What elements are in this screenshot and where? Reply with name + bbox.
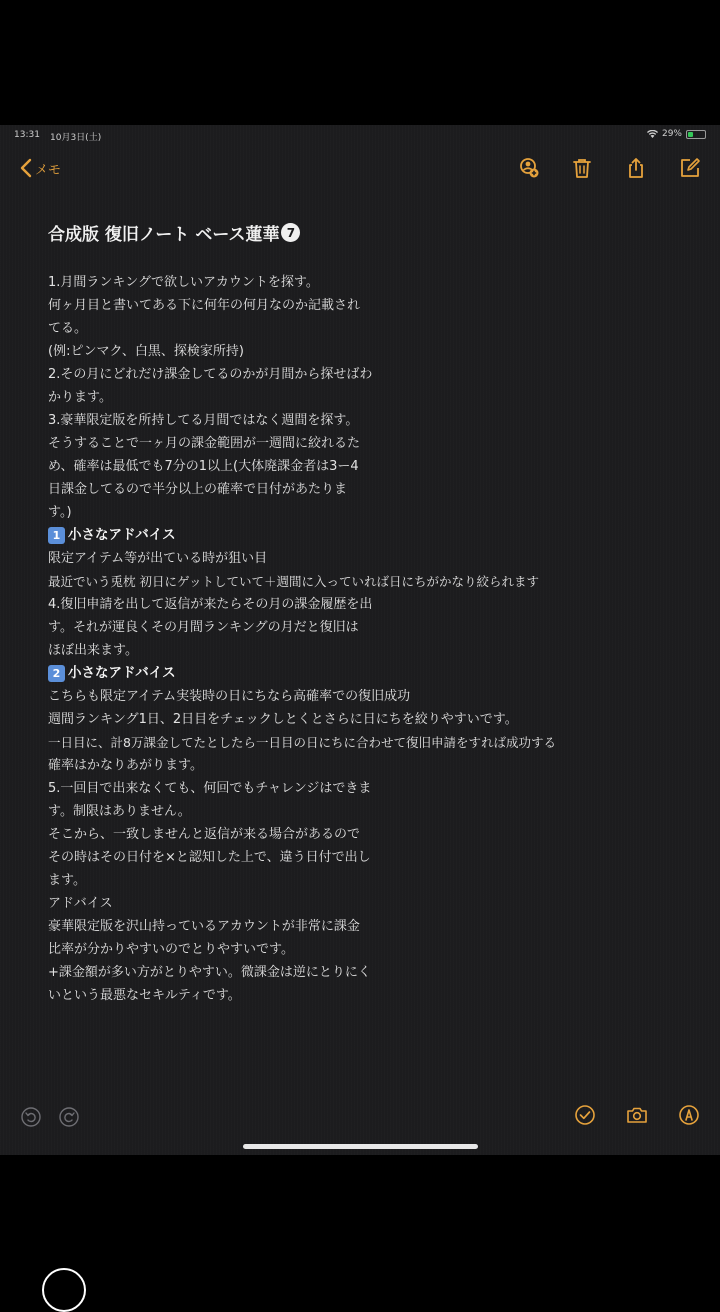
note-line: め、確率は最低でも7分の1以上(大体廃課金者は3ー4 bbox=[48, 459, 359, 474]
status-bar bbox=[0, 125, 720, 147]
note-line: いという最悪なセキルティです。 bbox=[48, 988, 241, 1003]
note-line: 何ヶ月目と書いてある下に何年の何月なのか記載され bbox=[48, 298, 361, 313]
note-line: 最近でいう兎枕 初日にゲットしていて＋週間に入っていれば日にちがかなり絞られます bbox=[48, 574, 539, 589]
note-line: +課金額が多い方がとりやすい。微課金は逆にとりにく bbox=[48, 965, 371, 980]
note-line: 一日目に、計8万課金してたとしたら一日目の日にちに合わせて復旧申請をすれば成功する bbox=[48, 735, 556, 750]
note-line: す。制限はありません。 bbox=[48, 804, 191, 819]
advice-heading-1 bbox=[48, 524, 688, 547]
note-line: 確率はかなりあがります。 bbox=[48, 758, 203, 773]
nav-bar bbox=[0, 150, 720, 188]
note-line: そこから、一致しませんと返信が来る場合があるので bbox=[48, 827, 361, 842]
note-line: 5.一回目で出来なくても、何回でもチャレンジはできま bbox=[48, 781, 372, 796]
back-button[interactable] bbox=[20, 158, 61, 178]
status-time: 13:31 bbox=[14, 130, 40, 140]
note-line: その時はその日付を×と認知した上で、違う日付で出し bbox=[48, 850, 371, 865]
battery-icon bbox=[686, 130, 706, 139]
note-title bbox=[48, 220, 688, 245]
note-line: 週間ランキング1日、2日目をチェックしとくとさらに日にちを絞りやすいです。 bbox=[48, 712, 518, 727]
letterbox-bottom bbox=[0, 1155, 720, 1280]
note-line: こちらも限定アイテム実装時の日にちなら高確率での復旧成功 bbox=[48, 689, 411, 704]
markup-icon[interactable] bbox=[678, 1104, 700, 1126]
bottom-toolbar bbox=[0, 1100, 720, 1134]
note-line: 3.豪華限定版を所持してる月間ではなく週間を探す。 bbox=[48, 413, 359, 428]
notes-screen bbox=[0, 125, 720, 1155]
advice-heading-text: 小さなアドバイス bbox=[68, 527, 176, 543]
trash-icon[interactable] bbox=[570, 156, 594, 180]
note-line: ほぼ出来ます。 bbox=[48, 643, 138, 658]
note-line: 日課金してるので半分以上の確率で日付があたりま bbox=[48, 482, 348, 497]
note-line: 1.月間ランキングで欲しいアカウントを探す。 bbox=[48, 275, 319, 290]
nav-actions bbox=[516, 156, 702, 180]
undo-icon[interactable] bbox=[20, 1106, 42, 1128]
note-line: 限定アイテム等が出ている時が狙い目 bbox=[48, 551, 268, 566]
checklist-icon[interactable] bbox=[574, 1104, 596, 1126]
battery-level bbox=[688, 132, 693, 137]
note-line: ます。 bbox=[48, 873, 86, 888]
note-line: てる。 bbox=[48, 321, 88, 336]
letterbox-top bbox=[0, 0, 720, 125]
note-section bbox=[48, 547, 688, 662]
back-label: メモ bbox=[35, 162, 62, 178]
note-line: す。) bbox=[48, 505, 72, 520]
keycap-badge: 1 bbox=[48, 527, 65, 544]
note-section bbox=[48, 271, 688, 524]
battery-percent: 29% bbox=[661, 129, 682, 139]
toolbar-right bbox=[574, 1104, 700, 1126]
redo-icon[interactable] bbox=[58, 1106, 80, 1128]
note-line: (例:ピンマク、白黒、探検家所持) bbox=[48, 344, 245, 359]
advice-heading-text: 小さなアドバイス bbox=[68, 665, 176, 681]
note-line: かります。 bbox=[48, 390, 112, 405]
keycap-badge: 2 bbox=[48, 665, 65, 682]
note-line: 比率が分かりやすいのでとりやすいです。 bbox=[48, 942, 294, 957]
compose-icon[interactable] bbox=[678, 156, 702, 180]
note-body[interactable] bbox=[48, 220, 688, 1007]
status-right bbox=[647, 129, 706, 139]
camera-icon[interactable] bbox=[626, 1104, 648, 1126]
note-line: 豪華限定版を沢山持っているアカウントが非常に課金 bbox=[48, 919, 360, 934]
share-people-icon[interactable] bbox=[516, 156, 540, 180]
note-section bbox=[48, 685, 688, 1007]
note-title-text: 合成版 復旧ノート ベース蓮華 bbox=[48, 225, 280, 245]
chevron-left-icon bbox=[20, 158, 32, 178]
note-line: アドバイス bbox=[48, 896, 113, 911]
note-line: す。それが運良くその月間ランキングの月だと復旧は bbox=[48, 620, 359, 635]
note-line: 4.復旧申請を出して返信が来たらその月の課金履歴を出 bbox=[48, 597, 373, 612]
status-date: 10月3日(土) bbox=[50, 133, 102, 143]
note-line: そうすることで一ヶ月の課金範囲が一週間に絞れるた bbox=[48, 436, 361, 451]
share-icon[interactable] bbox=[624, 156, 648, 180]
note-line: 2.その月にどれだけ課金してるのかが月間から探せばわ bbox=[48, 367, 373, 382]
home-indicator[interactable] bbox=[243, 1144, 478, 1149]
note-title-number-badge: 7 bbox=[281, 223, 300, 242]
wifi-icon bbox=[647, 130, 658, 138]
overlay-circle-button[interactable] bbox=[42, 1268, 86, 1312]
toolbar-left bbox=[20, 1106, 80, 1128]
advice-heading-2 bbox=[48, 662, 688, 685]
